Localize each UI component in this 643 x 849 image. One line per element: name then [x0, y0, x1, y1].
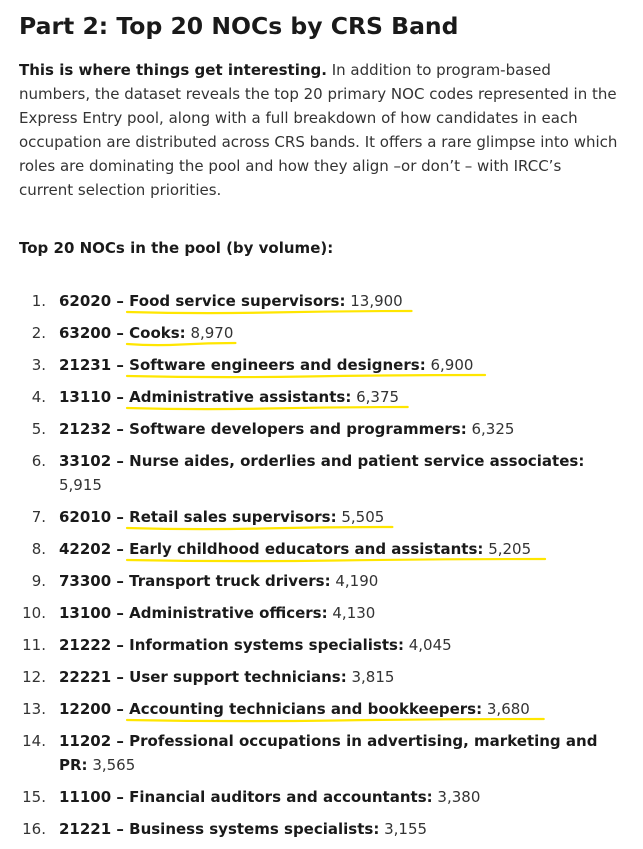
list-heading: Top 20 NOCs in the pool (by volume): — [19, 239, 334, 257]
noc-code: 62020 — [59, 292, 112, 310]
highlight-underline-wrap: Administrative assistants: 6,375 — [129, 388, 399, 406]
noc-count: 3,680 — [486, 700, 530, 718]
list-item-number: 15. — [22, 788, 46, 806]
noc-name: Nurse aides, orderlies and patient service associates — [129, 452, 579, 470]
highlight-underline-wrap: Cooks: 8,970 — [129, 324, 233, 342]
list-item-number: 12. — [22, 668, 46, 686]
intro-body: In addition to program-based numbers, the dataset reveals the top 20 primary NOC codes represented in the Express Entry pool, along with a full breakdown of how candidates in each occupation are distributed across CRS bands. It offers a rare glimpse into which roles are dominating the pool and how they align –or don’t – with IRCC’s current selection priorities. — [19, 61, 618, 199]
list-item-number: 11. — [22, 636, 46, 654]
noc-code: 22221 — [59, 668, 112, 686]
noc-name: Cooks — [129, 324, 180, 342]
noc-code: 21231 — [59, 356, 112, 374]
noc-name: Retail sales supervisors — [129, 508, 331, 526]
list-item — [19, 729, 619, 777]
noc-code: 62010 — [59, 508, 112, 526]
article-section — [19, 0, 619, 849]
noc-code: 13110 — [59, 388, 112, 406]
list-item — [19, 817, 619, 841]
noc-count: 8,970 — [190, 324, 234, 342]
noc-name: Administrative officers — [129, 604, 322, 622]
list-item — [19, 289, 619, 313]
noc-title: 62010 – — [59, 508, 130, 526]
noc-title: 13110 – — [59, 388, 130, 406]
noc-count: 3,565 — [92, 756, 136, 774]
noc-name: Accounting technicians and bookkeepers — [129, 700, 477, 718]
noc-name: Software developers and programmers — [129, 420, 461, 438]
highlight-underline-wrap: Food service supervisors: 13,900 — [129, 292, 403, 310]
noc-count: 13,900 — [350, 292, 403, 310]
noc-name: Professional occupations in advertising, marketing and PR — [59, 732, 598, 774]
list-item — [19, 665, 619, 689]
noc-code: 21221 — [59, 820, 112, 838]
noc-count: 6,900 — [430, 356, 474, 374]
list-item — [19, 505, 619, 529]
list-item — [19, 785, 619, 809]
noc-count: 5,915 — [59, 476, 102, 494]
noc-code: 73300 — [59, 572, 112, 590]
noc-title: 21232 – Software developers and programmers: — [59, 420, 467, 438]
noc-count: 5,505 — [341, 508, 385, 526]
intro-lead: This is where things get interesting. — [19, 61, 327, 79]
noc-title: 11202 – Professional occupations in advertising, marketing and PR: — [59, 732, 598, 774]
list-item-number: 7. — [31, 508, 46, 526]
noc-title: 63200 – — [59, 324, 130, 342]
noc-name: Financial auditors and accountants — [129, 788, 427, 806]
noc-title: 21222 – Information systems specialists: — [59, 636, 404, 654]
intro-paragraph — [19, 58, 619, 202]
noc-title: 22221 – User support technicians: — [59, 668, 347, 686]
noc-code: 21222 — [59, 636, 112, 654]
list-item — [19, 417, 619, 441]
list-item-number: 6. — [31, 452, 46, 470]
noc-code: 11100 — [59, 788, 112, 806]
list-item-number: 10. — [22, 604, 46, 622]
list-item — [19, 537, 619, 561]
noc-title: 73300 – Transport truck drivers: — [59, 572, 331, 590]
list-item-number: 8. — [31, 540, 46, 558]
noc-code: 33102 — [59, 452, 112, 470]
list-item-number: 14. — [22, 732, 46, 750]
noc-code: 11202 — [59, 732, 112, 750]
list-item-number: 13. — [22, 700, 46, 718]
noc-name: Business systems specialists — [129, 820, 374, 838]
noc-count: 3,380 — [437, 788, 481, 806]
noc-count: 4,130 — [332, 604, 376, 622]
list-item-number: 16. — [22, 820, 46, 838]
list-item-number: 2. — [31, 324, 46, 342]
noc-title: 21221 – Business systems specialists: — [59, 820, 380, 838]
noc-name: Food service supervisors — [129, 292, 340, 310]
list-item — [19, 385, 619, 409]
list-item — [19, 449, 619, 497]
list-item-number: 3. — [31, 356, 46, 374]
noc-name: Transport truck drivers — [129, 572, 325, 590]
noc-name: Software engineers and designers — [129, 356, 420, 374]
noc-count: 3,815 — [351, 668, 395, 686]
noc-count: 5,205 — [488, 540, 532, 558]
noc-name: Information systems specialists — [129, 636, 398, 654]
list-item — [19, 569, 619, 593]
noc-title: 62020 – — [59, 292, 130, 310]
list-item-number: 1. — [31, 292, 46, 310]
list-item — [19, 697, 619, 721]
list-item — [19, 321, 619, 345]
noc-count: 4,045 — [408, 636, 452, 654]
highlight-underline-wrap: Early childhood educators and assistants: 5,205 — [129, 540, 531, 558]
highlight-underline-wrap: Retail sales supervisors: 5,505 — [129, 508, 384, 526]
list-item — [19, 601, 619, 625]
noc-title: 12200 – — [59, 700, 130, 718]
noc-name: User support technicians — [129, 668, 341, 686]
list-item-number: 5. — [31, 420, 46, 438]
noc-count: 3,155 — [384, 820, 428, 838]
noc-code: 63200 — [59, 324, 112, 342]
noc-code: 12200 — [59, 700, 112, 718]
noc-code: 21232 — [59, 420, 112, 438]
highlight-underline-wrap: Accounting technicians and bookkeepers: 3,680 — [129, 700, 530, 718]
noc-name: Early childhood educators and assistants — [129, 540, 478, 558]
noc-list — [19, 289, 619, 841]
noc-name: Administrative assistants — [129, 388, 346, 406]
list-item-number: 4. — [31, 388, 46, 406]
noc-count: 6,375 — [356, 388, 400, 406]
noc-count: 6,325 — [471, 420, 515, 438]
noc-count: 4,190 — [335, 572, 379, 590]
noc-title: 21231 – — [59, 356, 130, 374]
noc-code: 13100 — [59, 604, 112, 622]
noc-title: 13100 – Administrative officers: — [59, 604, 328, 622]
highlight-underline-wrap: Software engineers and designers: 6,900 — [129, 356, 473, 374]
section-heading: Part 2: Top 20 NOCs by CRS Band — [19, 12, 459, 40]
list-item — [19, 633, 619, 657]
noc-title: 33102 – Nurse aides, orderlies and patient service associates: — [59, 452, 585, 470]
list-item-number: 9. — [31, 572, 46, 590]
list-item — [19, 353, 619, 377]
noc-title: 11100 – Financial auditors and accountants: — [59, 788, 433, 806]
noc-code: 42202 — [59, 540, 112, 558]
noc-title: 42202 – — [59, 540, 130, 558]
